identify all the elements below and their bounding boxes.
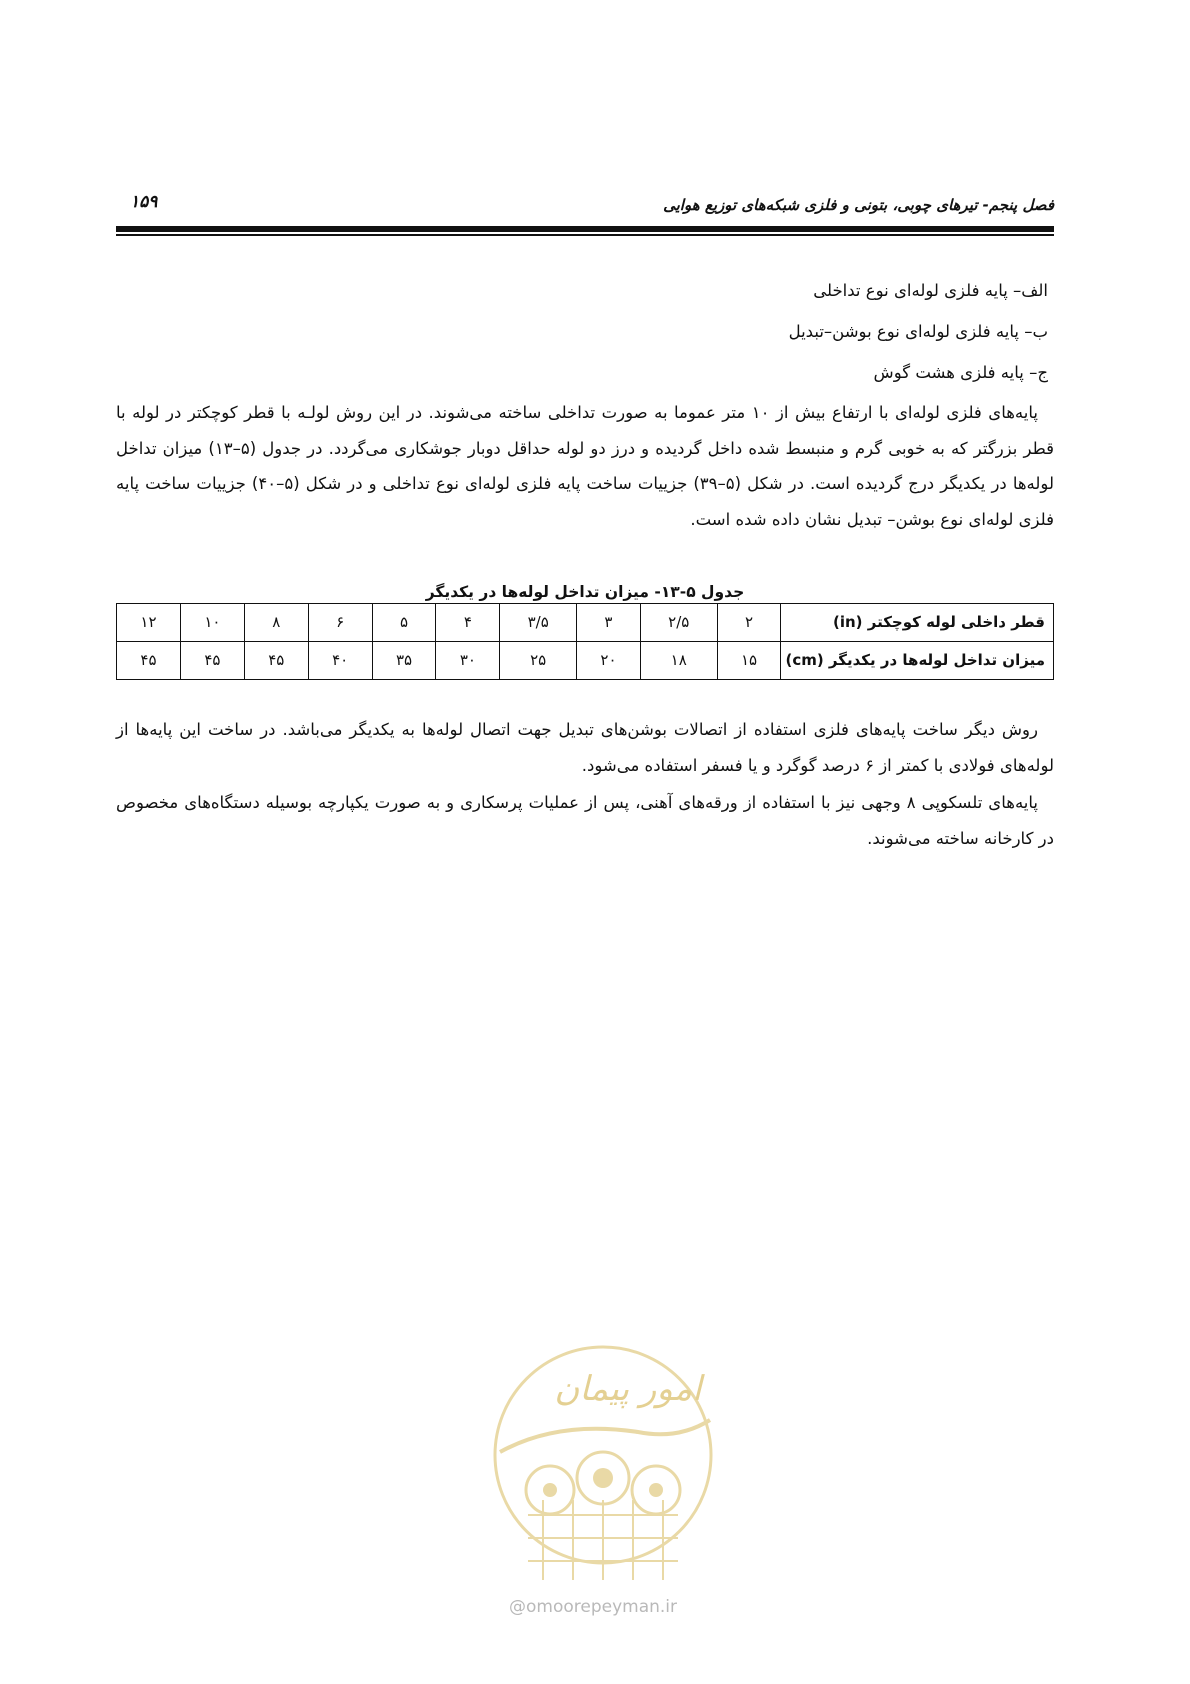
table-cell: ۲۵ [500, 642, 577, 680]
table-cell: ۳۰ [436, 642, 500, 680]
paragraph-nesting-method: پایه‌های فلزی لوله‌ای با ارتفاع بیش از ۱۰ متر عموما به صورت تداخلی ساخته می‌شوند. در این روش لولـه با قطر کوچکتر در لوله با قطر بزرگتر که به خوبی گرم و منبسط شده داخل گردیده و درز دو لوله حداقل دوبار جوشکاری می‌گردد. در جدول (۵–۱۳) میزان تداخل لوله‌ها در یکدیگر درج گردیده است. در شکل (۵–۳۹) جزییات ساخت پایه فلزی لوله‌ای نوع تداخلی و در شکل (۵–۴۰) جزییات ساخت پایه فلزی لوله‌ای نوع بوشن– تبدیل نشان داده شده است. [116, 403, 1054, 529]
paragraph-bushing-method: روش دیگر ساخت پایه‌های فلزی استفاده از اتصالات بوشن‌های تبدیل جهت اتصال لوله‌ها به یکدیگر می‌باشد. در ساخت این پایه‌ها از لوله‌های فولادی با کمتر از ۶ درصد گوگرد و یا فسفر استفاده می‌شود. [116, 720, 1054, 775]
table-cell: ۴۵ [244, 642, 308, 680]
watermark-logo-text: امور پیمان [554, 1369, 702, 1409]
list-item: ج– پایه فلزی هشت گوش [873, 363, 1048, 382]
table-cell: ۴۰ [308, 642, 372, 680]
watermark-logo [488, 1340, 718, 1590]
table-cell: ۴ [436, 604, 500, 642]
header-divider-thin [116, 234, 1054, 236]
table-cell: ۳۵ [372, 642, 436, 680]
table-row [117, 604, 1054, 642]
pipe-nesting-table [116, 603, 1054, 680]
chapter-title: فصل پنجم- تیرهای چوبی، بتونی و فلزی شبکه‌های توزیع هوایی [663, 196, 1054, 214]
row-header-overlap: میزان تداخل لوله‌ها در یکدیگر (cm) [781, 642, 1054, 680]
paragraph-telescopic: پایه‌های تلسکوپی ۸ وجهی نیز با استفاده از ورقه‌های آهنی، پس از عملیات پرسکاری و به صورت یکپارچه بوسیله دستگاه‌های مخصوص در کارخانه ساخته می‌شوند. [116, 793, 1054, 848]
list-item: ب– پایه فلزی لوله‌ای نوع بوشن–تبدیل [788, 322, 1048, 341]
table-cell: ۲/۵ [640, 604, 717, 642]
list-item: الف– پایه فلزی لوله‌ای نوع تداخلی [813, 281, 1048, 300]
table-cell: ۱۲ [117, 604, 181, 642]
page-header [116, 192, 1054, 220]
header-divider [116, 226, 1054, 232]
page-body [116, 270, 1054, 856]
table-cell: ۶ [308, 604, 372, 642]
row-header-diameter: قطر داخلی لوله کوچکتر (in) [781, 604, 1054, 642]
table-cell: ۱۵ [717, 642, 781, 680]
table-cell: ۳/۵ [500, 604, 577, 642]
table-cell: ۴۵ [180, 642, 244, 680]
table-cell: ۵ [372, 604, 436, 642]
table-cell: ۸ [244, 604, 308, 642]
page-number: ۱۵۹ [130, 192, 158, 212]
table-cell: ۱۰ [180, 604, 244, 642]
table-cell: ۱۸ [640, 642, 717, 680]
table-caption: جدول ۵-۱۳- میزان تداخل لوله‌ها در یکدیگر [425, 583, 745, 601]
table-cell: ۲۰ [577, 642, 641, 680]
watermark-url: @omoorepeyman.ir [508, 1597, 678, 1617]
table-cell: ۴۵ [117, 642, 181, 680]
table-row [117, 642, 1054, 680]
table-cell: ۳ [577, 604, 641, 642]
table-cell: ۲ [717, 604, 781, 642]
